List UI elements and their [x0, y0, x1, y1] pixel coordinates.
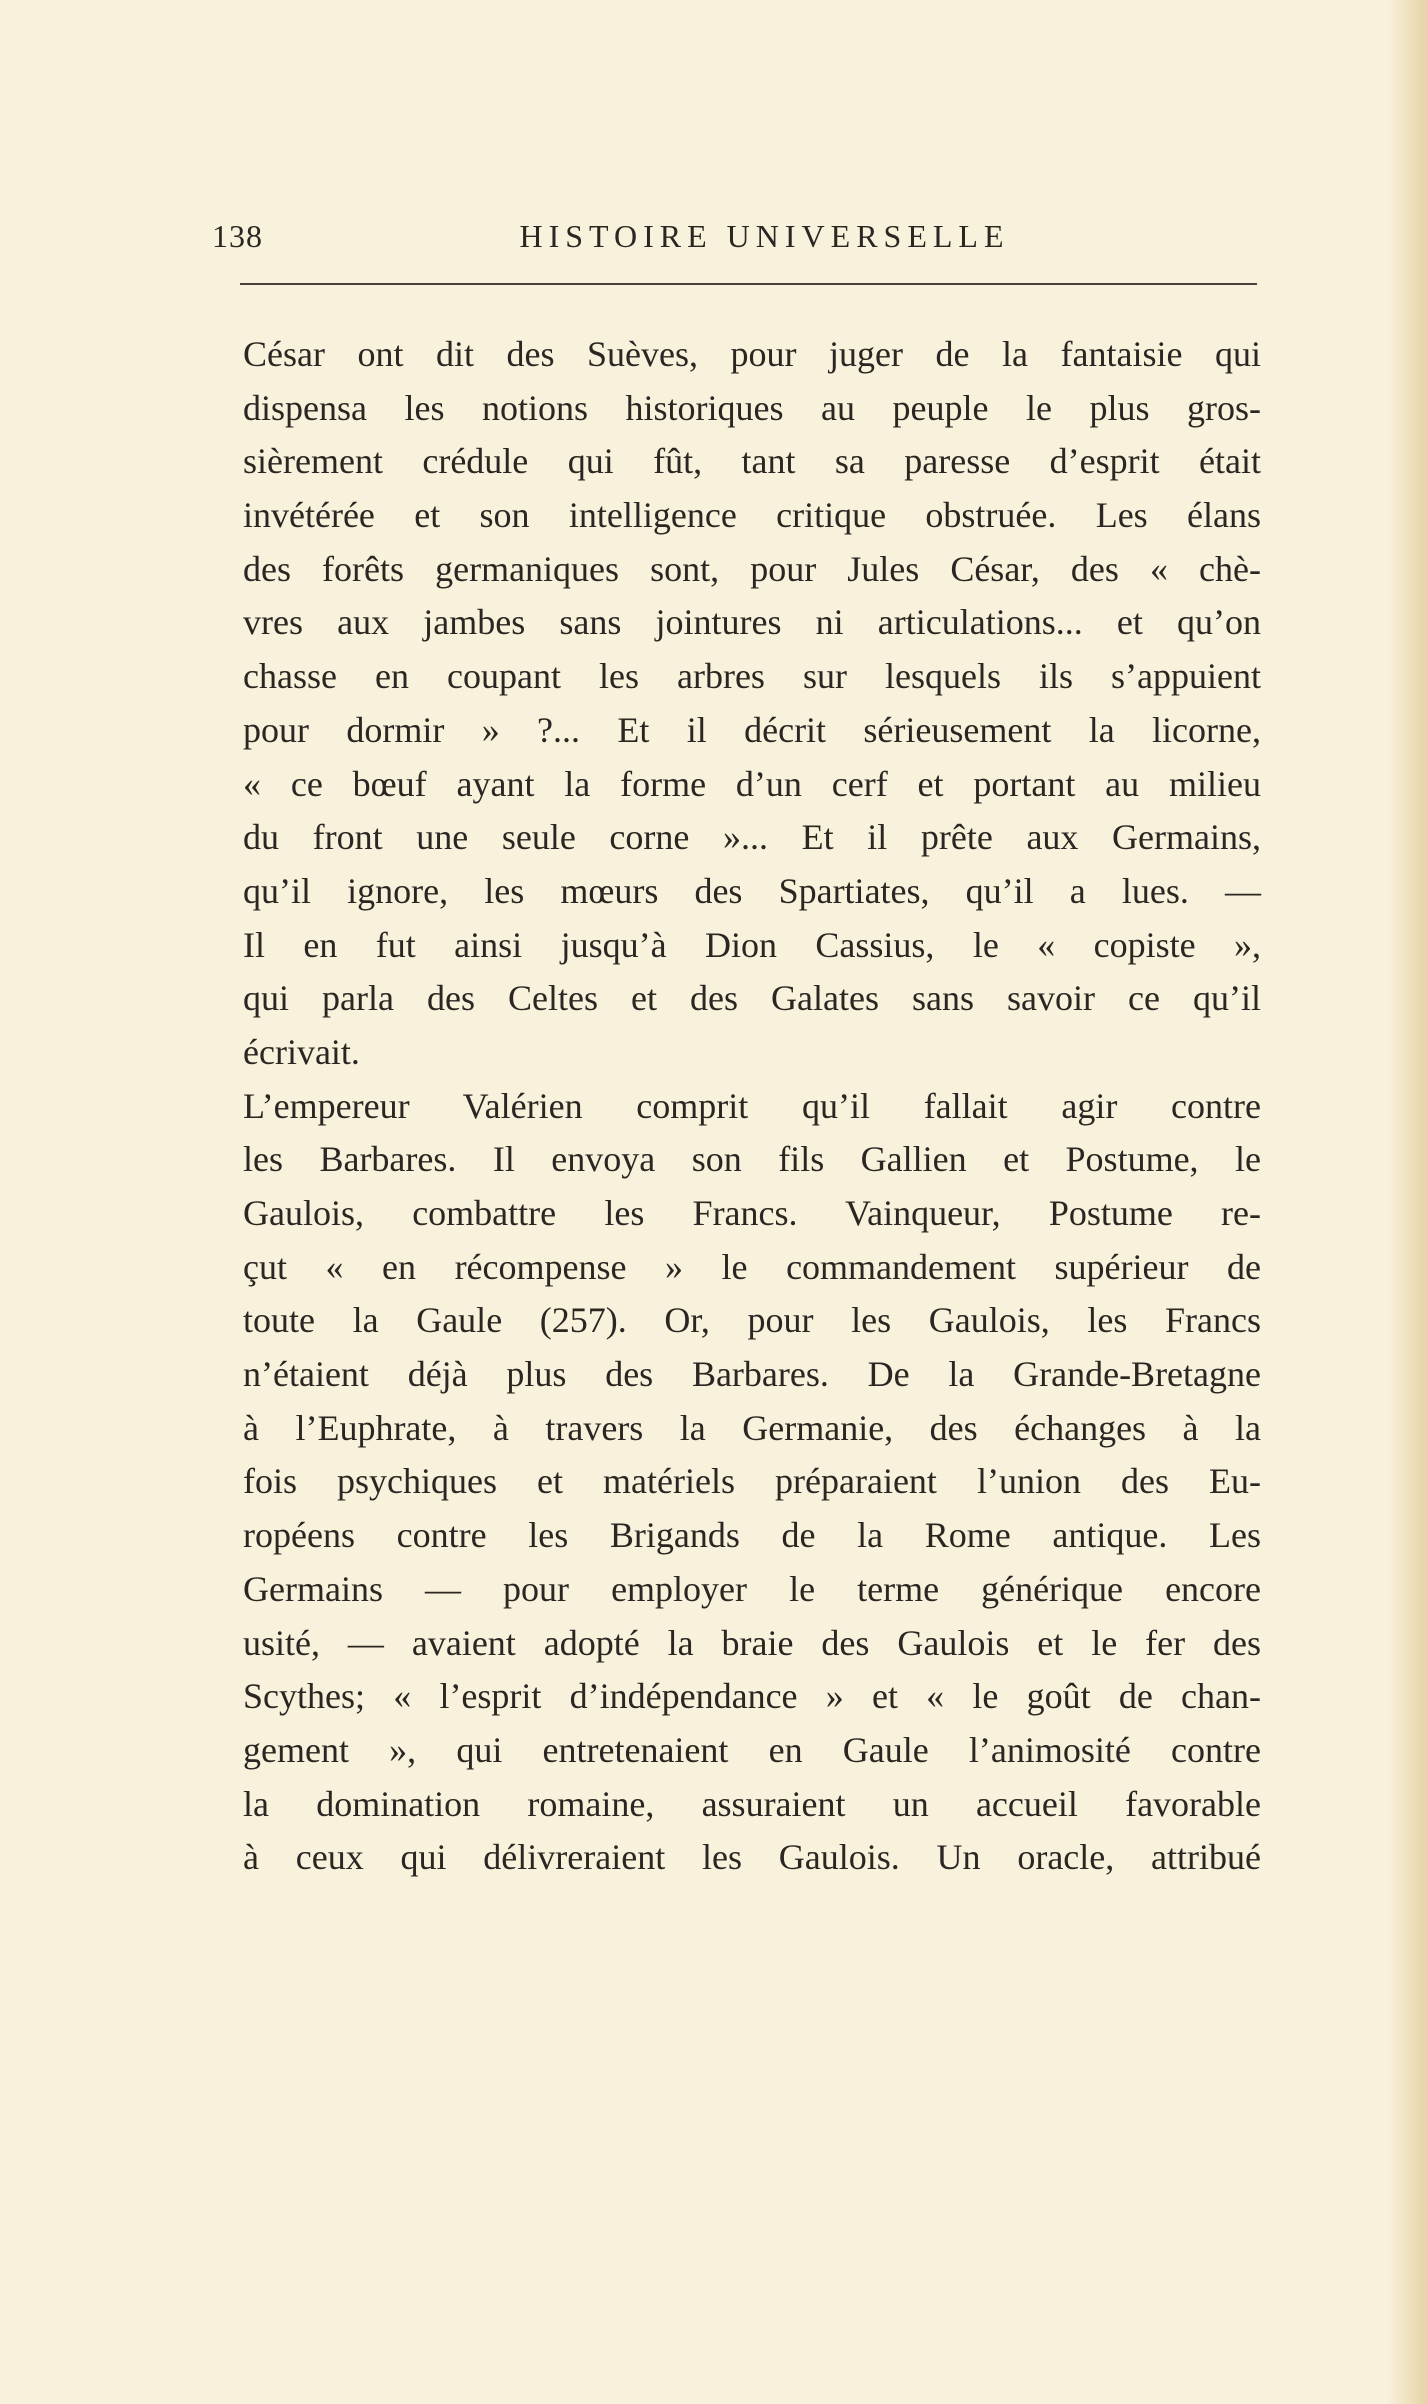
text-line: toute la Gaule (257). Or, pour les Gaulois, les Francs [243, 1300, 1261, 1341]
text-line: Gaulois, combattre les Francs. Vainqueur, Postume re- [243, 1193, 1261, 1233]
running-title: HISTOIRE UNIVERSELLE [519, 218, 1010, 254]
text-line: sièrement crédule qui fût, tant sa paresse d’esprit était [243, 441, 1261, 482]
header-rule [240, 283, 1257, 285]
text-line: ropéens contre les Brigands de la Rome antique. Les [243, 1515, 1261, 1556]
text-line: fois psychiques et matériels préparaient l’union des Eu- [243, 1461, 1261, 1502]
text-line: Scythes; « l’esprit d’indépendance » et « le goût de chan- [243, 1676, 1261, 1717]
text-line: çut « en récompense » le commandement supérieur de [243, 1246, 1261, 1287]
text-line: dispensa les notions historiques au peuple le plus gros- [243, 387, 1261, 428]
text-line: « ce bœuf ayant la forme d’un cerf et portant au milieu [243, 763, 1261, 804]
text-line: usité, — avaient adopté la braie des Gaulois et le fer des [243, 1622, 1261, 1663]
body-text [243, 328, 1261, 1885]
paragraph-start-line: L’empereur Valérien comprit qu’il fallait agir contre [243, 1085, 1261, 1126]
text-line: des forêts germaniques sont, pour Jules César, des « chè- [243, 548, 1261, 589]
text-line: Il en fut ainsi jusqu’à Dion Cassius, le « copiste », [243, 924, 1261, 965]
text-line: invétérée et son intelligence critique obstruée. Les élans [243, 495, 1261, 536]
text-line: n’étaient déjà plus des Barbares. De la Grande-Bretagne [243, 1354, 1261, 1395]
page-number: 138 [212, 218, 263, 254]
text-line: Germains — pour employer le terme générique encore [243, 1568, 1261, 1609]
text-line: à l’Euphrate, à travers la Germanie, des échanges à la [243, 1407, 1261, 1448]
text-line: du front une seule corne »... Et il prête aux Germains, [243, 817, 1261, 858]
page-header [212, 218, 1257, 268]
text-line: qu’il ignore, les mœurs des Spartiates, qu’il a lues. — [243, 870, 1261, 911]
text-line: César ont dit des Suèves, pour juger de la fantaisie qui [243, 334, 1261, 374]
page-edge-shadow [1387, 0, 1427, 2404]
text-line: gement », qui entretenaient en Gaule l’animosité contre [243, 1729, 1261, 1770]
text-line: écrivait. [243, 1031, 360, 1072]
text-line: la domination romaine, assuraient un accueil favorable [243, 1783, 1261, 1824]
text-line: pour dormir » ?... Et il décrit sérieusement la licorne, [243, 709, 1261, 750]
text-line: chasse en coupant les arbres sur lesquels ils s’appuient [243, 656, 1261, 697]
text-line: les Barbares. Il envoya son fils Gallien et Postume, le [243, 1139, 1261, 1180]
text-line: qui parla des Celtes et des Galates sans savoir ce qu’il [243, 978, 1261, 1019]
text-line: à ceux qui délivreraient les Gaulois. Un oracle, attribué [243, 1837, 1261, 1878]
text-line: vres aux jambes sans jointures ni articulations... et qu’on [243, 602, 1261, 643]
